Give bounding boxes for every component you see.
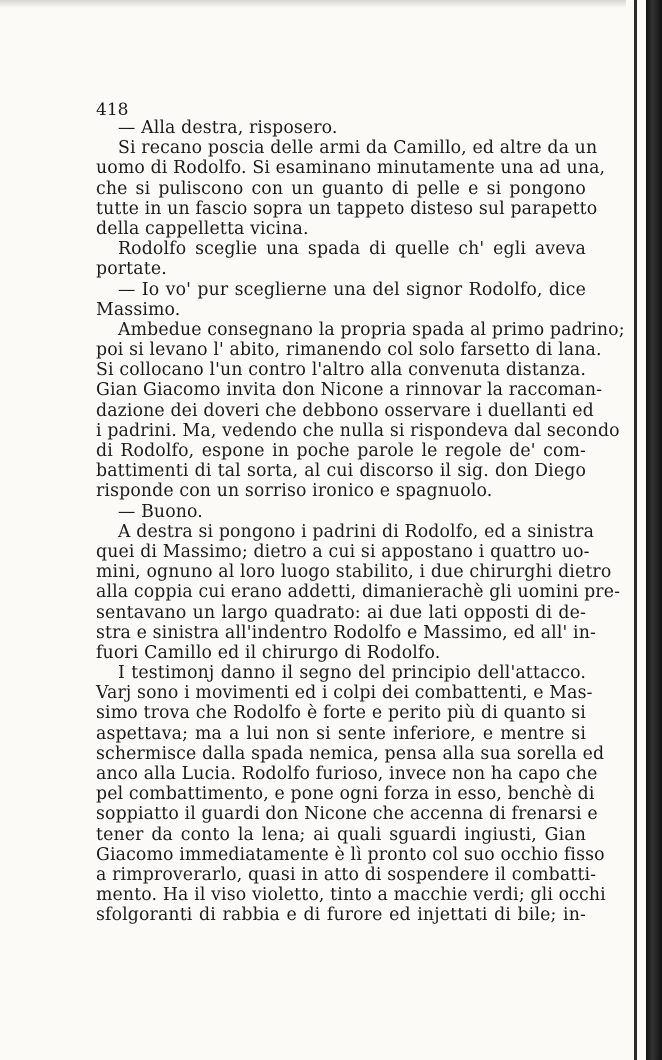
text-line: schermisce dalla spada nemica, pensa alla sua sorella ed xyxy=(96,743,605,764)
text-line: tener da conto la lena; ai quali sguardi ingiusti, Gian xyxy=(96,824,586,845)
text-line: sfolgoranti di rabbia e di furore ed injettati di bile; in- xyxy=(96,905,586,926)
text-line: mento. Ha il viso violetto, tinto a macchie verdi; gli occhi xyxy=(96,885,606,906)
text-line: Si recano poscia delle armi da Camillo, ed altre da un xyxy=(118,138,598,159)
text-line: battimenti di tal sorta, al cui discorso il sig. don Diego xyxy=(96,461,586,482)
text-line: Rodolfo sceglie una spada di quelle ch' egli aveva xyxy=(118,239,586,260)
text-line: stra e sinistra all'indentro Rodolfo e Massimo, ed all' in- xyxy=(96,622,596,643)
text-line: quei di Massimo; dietro a cui si appostano i quattro uo- xyxy=(96,541,590,562)
text-line: Massimo. xyxy=(96,299,181,320)
text-line: pel combattimento, e pone ogni forza in esso, benchè di xyxy=(96,784,595,805)
text-line: I testimonj danno il segno del principio dell'attacco. xyxy=(118,663,586,684)
text-line: alla coppia cui erano addetti, dimanierachè gli uomini pre- xyxy=(96,582,621,603)
text-line: — Io vo' pur sceglierne una del signor Rodolfo, dice xyxy=(118,279,586,300)
text-line: portate. xyxy=(96,259,167,280)
text-line: dazione dei doveri che debbono osservare i duellanti ed xyxy=(96,400,594,421)
text-line: — Buono. xyxy=(118,501,203,522)
binding-line xyxy=(634,0,637,1060)
text-line: della cappelletta vicina. xyxy=(96,218,309,239)
text-line: Ambedue consegnano la propria spada al primo padrino; xyxy=(118,319,625,340)
page-number: 418 xyxy=(96,100,129,120)
text-line: i padrini. Ma, vedendo che nulla si rispondeva dal secondo xyxy=(96,420,620,441)
text-line: aspettava; ma a lui non si sente inferiore, e mentre si xyxy=(96,723,586,744)
text-line: a rimproverarlo, quasi in atto di sospendere il combatti- xyxy=(96,864,597,885)
binding-shadow xyxy=(646,0,662,1060)
text-line: che si puliscono con un guanto di pelle e si pongono xyxy=(96,178,586,199)
page-top-shadow xyxy=(0,0,662,8)
text-line: — Alla destra, risposero. xyxy=(118,118,338,138)
text-line: Gian Giacomo invita don Nicone a rinnovar la raccoman- xyxy=(96,380,603,401)
body-text xyxy=(96,118,625,926)
text-line: simo trova che Rodolfo è forte e perito più di quanto si xyxy=(96,703,586,724)
text-line: tutte in un fascio sopra un tappeto disteso sul parapetto xyxy=(96,198,598,219)
text-line: sentavano un largo quadrato: ai due lati opposti di de- xyxy=(96,602,586,623)
text-line: anco alla Lucia. Rodolfo furioso, invece non ha capo che xyxy=(96,764,598,784)
text-line: Varj sono i movimenti ed i colpi dei combattenti, e Mas- xyxy=(96,683,593,704)
text-line: risponde con un sorriso ironico e spagnuolo. xyxy=(96,481,493,502)
text-line: mini, ognuno al loro luogo stabilito, i due chirurghi dietro xyxy=(96,562,612,583)
text-line: di Rodolfo, espone in poche parole le regole de' com- xyxy=(96,441,586,461)
text-line: uomo di Rodolfo. Si esaminano minutamente una ad una, xyxy=(96,158,606,179)
text-line: Si collocano l'un contro l'altro alla convenuta distanza. xyxy=(96,360,586,381)
page-binding-edge xyxy=(626,0,662,1060)
text-line: soppiatto il guardi don Nicone che accenna di frenarsi e xyxy=(96,804,598,825)
text-line: Giacomo immediatamente è lì pronto col suo occhio fisso xyxy=(96,844,605,865)
text-line: poi si levano l' abito, rimanendo col solo farsetto di lana. xyxy=(96,340,602,361)
text-line: A destra si pongono i padrini di Rodolfo, ed a sinistra xyxy=(118,521,595,542)
text-line: fuori Camillo ed il chirurgo di Rodolfo. xyxy=(96,642,441,663)
